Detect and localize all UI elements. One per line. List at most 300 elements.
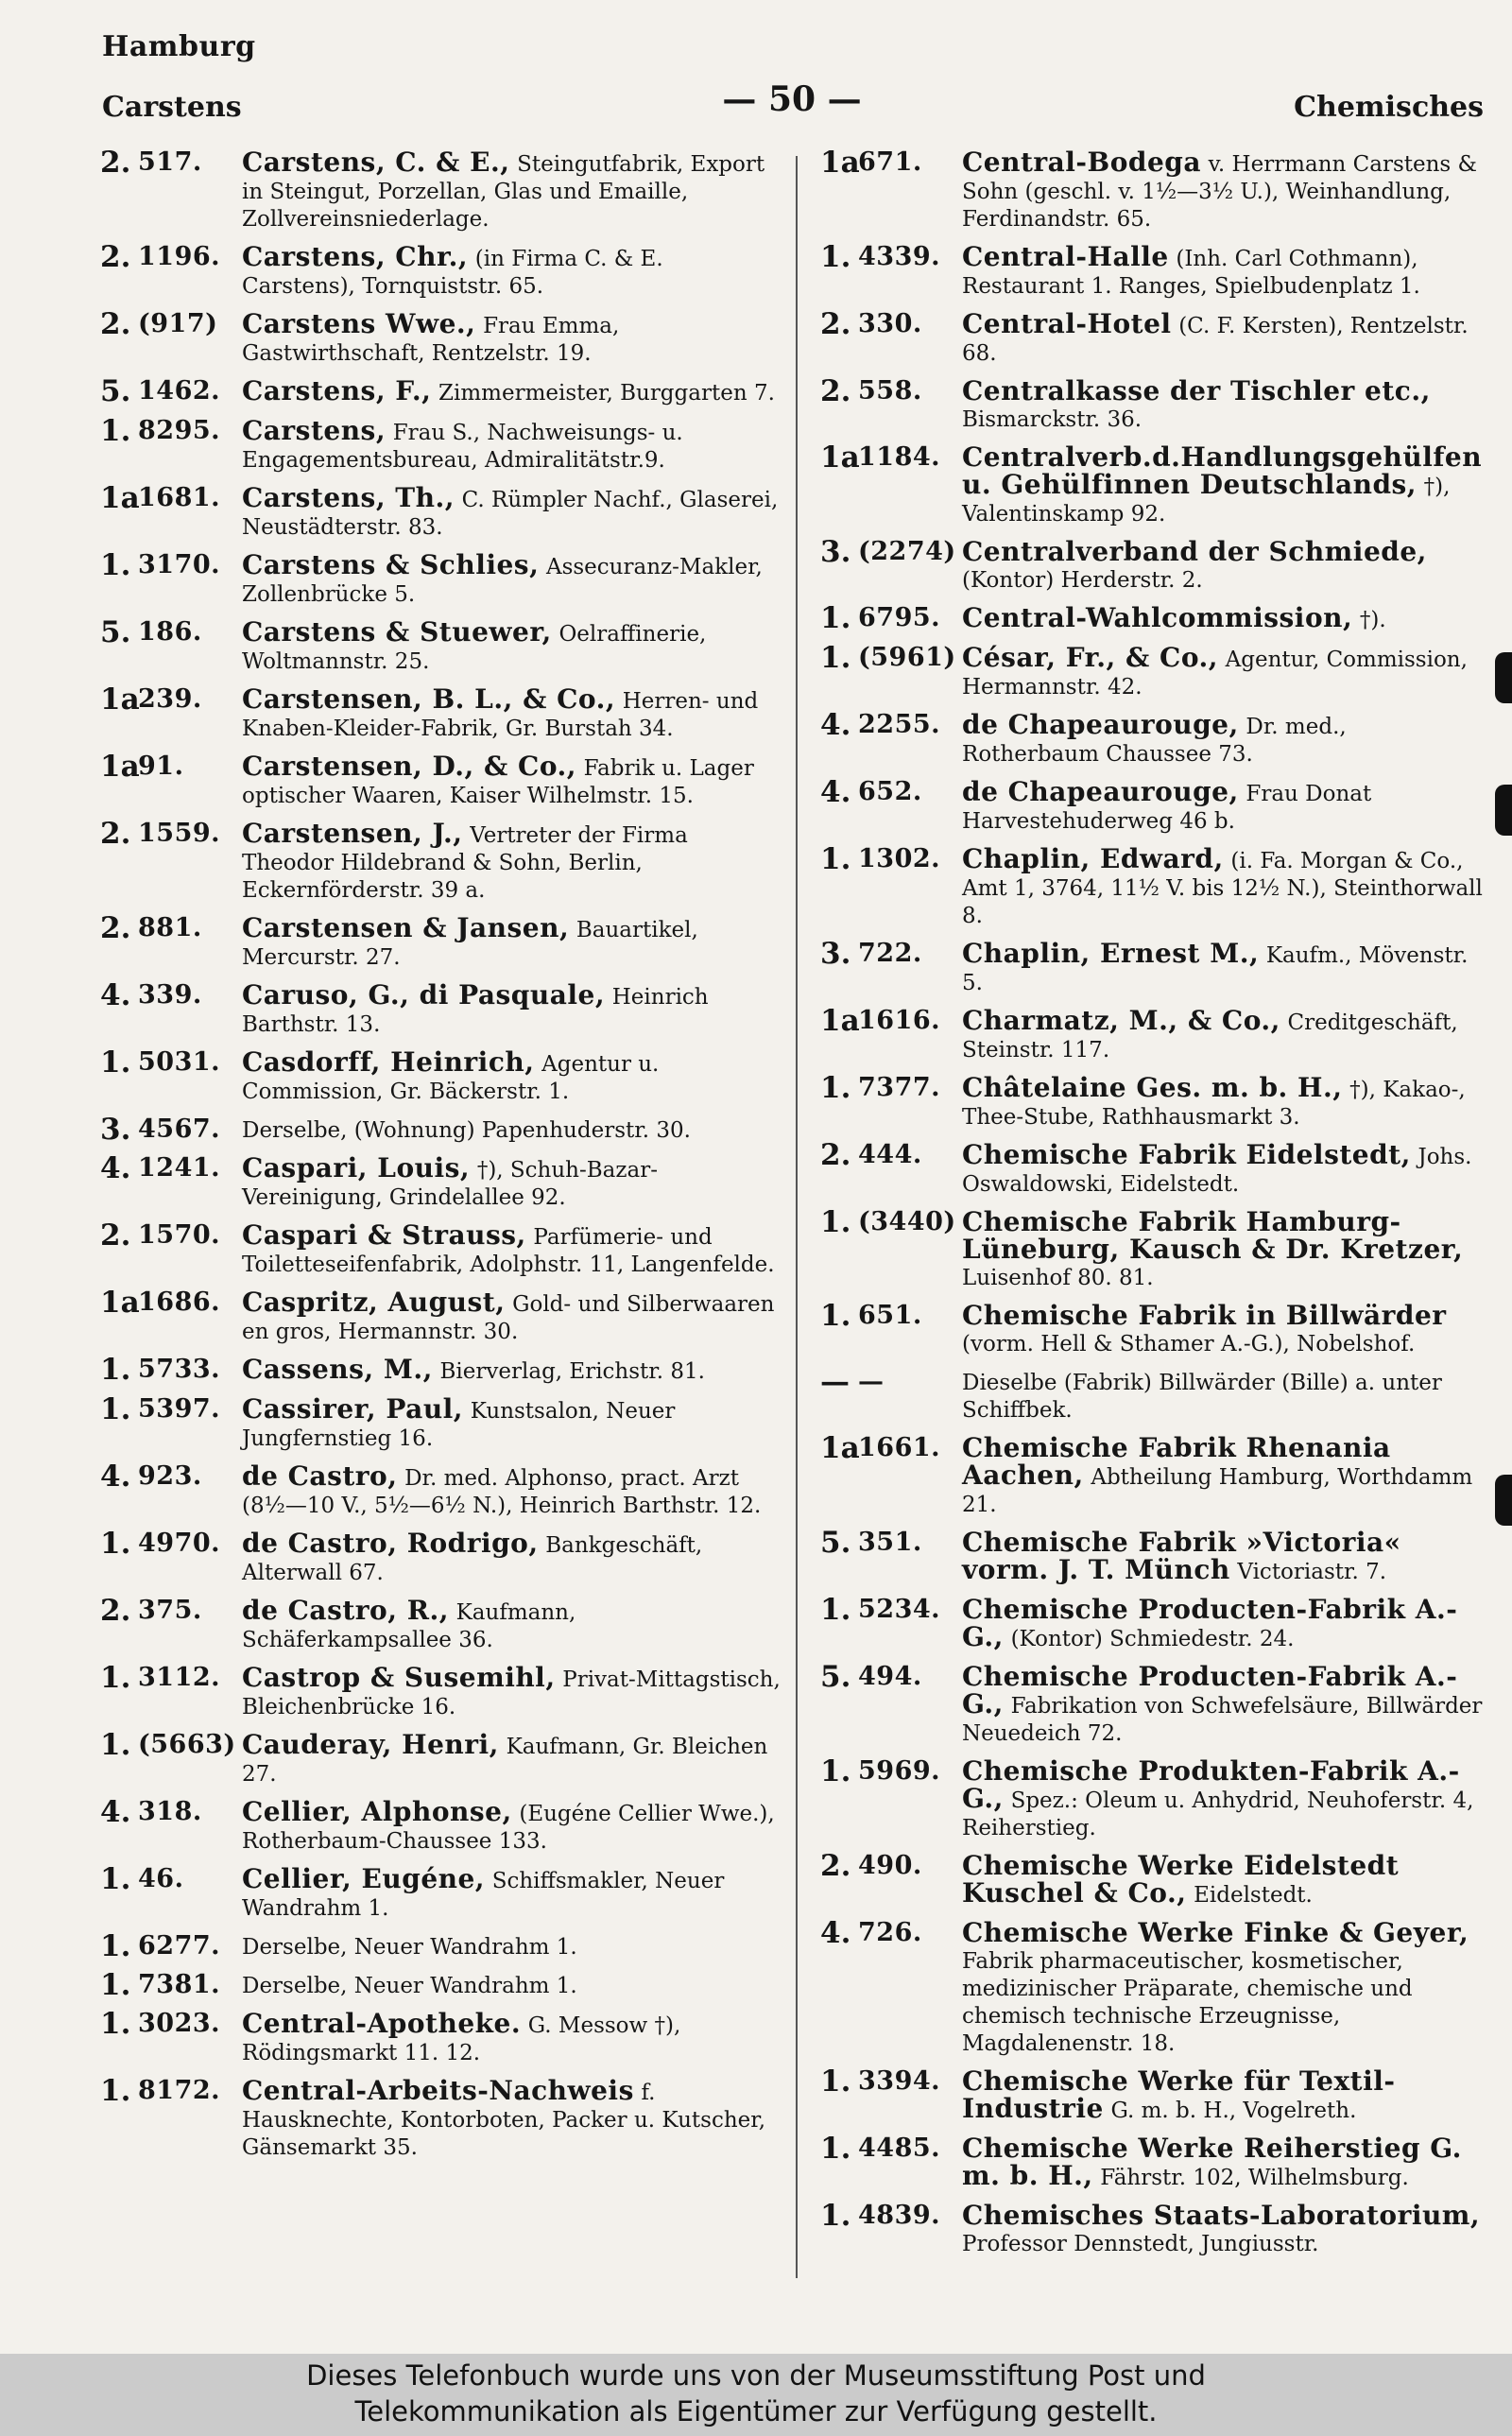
header-left-keyword: Carstens <box>102 91 242 124</box>
directory-entry <box>100 1045 782 1105</box>
entry-name: Chemische Werke Reiherstieg G. m. b. H., <box>962 2133 1462 2191</box>
entry-name: Central-Apotheke. <box>242 2008 522 2039</box>
entry-details: (Inh. Carl Cothmann), Restaurant 1. Ranges, Spielbudenplatz 1. <box>962 247 1420 299</box>
entry-details: (C. F. Kersten), Rentzelstr. 68. <box>962 314 1469 366</box>
entry-details: †), Schuh-Bazar-Vereinigung, Grindelallee 92. <box>242 1158 658 1210</box>
phone-number: 1241. <box>138 1153 221 1183</box>
district-code: 4. <box>820 1916 851 1950</box>
entry-name: Chemische Werke Eidelstedt Kuschel & Co., <box>962 1850 1400 1909</box>
directory-entry <box>820 240 1484 300</box>
district-code: 1a <box>100 750 140 784</box>
entry-name: Carstensen, J., <box>242 818 463 849</box>
entry-name: Chemische Fabrik Eidelstedt, <box>962 1139 1411 1170</box>
entry-details: Creditgeschäft, Steinstr. 117. <box>962 1011 1458 1063</box>
entry-details: v. Herrmann Carstens & Sohn (geschl. v. 1½—3½ U.), Weinhandlung, Ferdinandstr. 65. <box>962 152 1478 232</box>
district-code: 1. <box>820 1754 851 1788</box>
entry-name: Carstens & Schlies, <box>242 549 540 580</box>
phone-number: (5961) <box>858 643 956 672</box>
directory-entry <box>100 1460 782 1519</box>
district-code: 1a <box>820 441 860 475</box>
directory-entry <box>820 708 1484 768</box>
directory-entry <box>820 1754 1484 1841</box>
phone-number: 1184. <box>858 442 941 472</box>
entry-details: Johs. Oswaldowski, Eidelstedt. <box>962 1145 1472 1197</box>
phone-number: 494. <box>858 1662 922 1691</box>
directory-entry <box>100 146 782 233</box>
entry-name: de Chapeaurouge, <box>962 709 1239 740</box>
directory-entry <box>820 1138 1484 1198</box>
district-code: 2. <box>100 911 131 945</box>
phone-number: 330. <box>858 309 922 338</box>
phone-number: — <box>858 1367 885 1396</box>
entry-name: Chemische Fabrik in Billwärder <box>962 1300 1447 1331</box>
phone-number: 1462. <box>138 376 221 406</box>
phone-number: 351. <box>858 1528 922 1557</box>
phone-number: 8295. <box>138 416 221 445</box>
entry-details: Zimmermeister, Burggarten 7. <box>438 381 775 406</box>
entry-details: Herren- und Knaben-Kleider-Fabrik, Gr. Burstah 34. <box>242 689 759 741</box>
district-code: 3. <box>820 937 851 971</box>
entry-name: Cellier, Alphonse, <box>242 1796 512 1827</box>
phone-number: 881. <box>138 913 202 942</box>
directory-entry <box>820 374 1484 433</box>
entry-name: Castrop & Susemihl, <box>242 1662 556 1693</box>
directory-entry <box>820 1071 1484 1131</box>
edge-mark <box>1495 785 1512 836</box>
directory-entry <box>820 842 1484 929</box>
directory-entry <box>100 1862 782 1922</box>
entry-details: Derselbe, (Wohnung) Papenhuderstr. 30. <box>242 1118 691 1143</box>
district-code: 5. <box>820 1526 851 1560</box>
entry-name: Carstens, Th., <box>242 482 455 513</box>
directory-entry <box>820 1916 1484 2057</box>
entry-name: César, Fr., & Co., <box>962 642 1219 673</box>
directory-entry <box>100 1728 782 1788</box>
entry-details: Gold- und Silberwaaren en gros, Hermannstr. 30. <box>242 1292 775 1344</box>
phone-number: 1616. <box>858 1006 941 1035</box>
district-code: 4. <box>820 775 851 809</box>
district-code: 1. <box>820 2132 851 2166</box>
entry-details: Kaufmann, Gr. Bleichen 27. <box>242 1735 768 1787</box>
directory-entry <box>100 2007 782 2066</box>
district-code: 2. <box>100 1218 131 1253</box>
directory-entry <box>100 240 782 300</box>
district-code: 1. <box>100 2007 131 2041</box>
directory-entry <box>100 1795 782 1855</box>
header-right-keyword: Chemisches <box>1294 91 1484 124</box>
directory-entry <box>820 1004 1484 1063</box>
phone-number: (2274) <box>858 537 956 566</box>
entry-name: Châtelaine Ges. m. b. H., <box>962 1072 1343 1103</box>
district-code: 2. <box>100 307 131 341</box>
phone-number: 4485. <box>858 2134 941 2163</box>
column-divider <box>796 156 798 2278</box>
district-code: 1. <box>820 1071 851 1105</box>
entry-name: Carstens Wwe., <box>242 308 476 339</box>
entry-details: Kaufm., Mövenstr. 5. <box>962 943 1469 995</box>
district-code: 1a <box>820 1004 860 1038</box>
entry-name: Carstensen & Jansen, <box>242 912 570 943</box>
district-code: 1. <box>820 2065 851 2099</box>
directory-entry <box>100 548 782 608</box>
entry-details: Spez.: Oleum u. Anhydrid, Neuhoferstr. 4, Reiherstieg. <box>962 1788 1474 1840</box>
entry-details: Vertreter der Firma Theodor Hildebrand & Sohn, Berlin, Eckernförderstr. 39 a. <box>242 823 688 903</box>
phone-number: 3170. <box>138 550 221 579</box>
entry-details: Parfümerie- und Toiletteseifenfabrik, Adolphstr. 11, Langenfelde. <box>242 1225 775 1277</box>
phone-number: 186. <box>138 617 202 647</box>
directory-entry <box>100 911 782 971</box>
entry-name: Central-Bodega <box>962 147 1201 178</box>
directory-entry <box>100 817 782 904</box>
phone-number: 558. <box>858 376 922 406</box>
entry-details: Steingutfabrik, Export in Steingut, Porzellan, Glas und Emaille, Zollvereinsniederlage. <box>242 152 765 232</box>
entry-details: Victoriastr. 7. <box>1237 1560 1387 1584</box>
directory-entry <box>820 1526 1484 1585</box>
phone-number: 6795. <box>858 603 941 632</box>
entry-details: Eidelstedt. <box>1194 1883 1313 1908</box>
entry-name: Chemische Werke Finke & Geyer, <box>962 1917 1469 1948</box>
district-code: 2. <box>820 1849 851 1883</box>
district-code: 1. <box>820 1299 851 1333</box>
entry-name: Carstensen, D., & Co., <box>242 751 576 782</box>
entry-name: Central-Hotel <box>962 308 1172 339</box>
directory-entry <box>820 2065 1484 2124</box>
entry-name: de Castro, <box>242 1460 398 1492</box>
district-code: 4. <box>100 1795 131 1829</box>
directory-entry <box>100 481 782 541</box>
directory-entry <box>100 414 782 474</box>
directory-entry <box>820 146 1484 233</box>
phone-number: 5397. <box>138 1394 221 1424</box>
entry-details: †). <box>1359 608 1386 632</box>
entry-details: Fabrik u. Lager optischer Waaren, Kaiser Wilhelmstr. 15. <box>242 756 754 808</box>
phone-number: 923. <box>138 1461 202 1491</box>
entry-details: Dr. med., Rotherbaum Chaussee 73. <box>962 715 1347 767</box>
entry-details: (Kontor) Herderstr. 2. <box>962 568 1203 593</box>
entry-details: Frau S., Nachweisungs- u. Engagementsbureau, Admiralitätstr.9. <box>242 421 683 473</box>
phone-number: 1686. <box>138 1287 221 1317</box>
district-code: 1. <box>100 2074 131 2108</box>
directory-entry <box>100 1218 782 1278</box>
directory-entry <box>820 2132 1484 2191</box>
directory-entry <box>820 1365 1484 1424</box>
entry-details: Fabrik pharmaceutischer, kosmetischer, medizinischer Präparate, chemische und chemisch technische Erzeugnisse, Magdalenenstr. 18. <box>962 1949 1413 2056</box>
phone-number: 3394. <box>858 2066 941 2096</box>
directory-entry <box>820 441 1484 527</box>
footer-line-2: Telekommunikation als Eigentümer zur Verfügung gestellt. <box>354 2395 1158 2427</box>
district-code: 1. <box>100 1862 131 1896</box>
entry-name: Central-Halle <box>962 241 1169 272</box>
entry-details: (Kontor) Schmiedestr. 24. <box>1010 1627 1295 1651</box>
directory-entry <box>100 1392 782 1452</box>
district-code: 2. <box>820 1138 851 1172</box>
phone-number: 7381. <box>138 1970 221 1999</box>
entry-details: Professor Dennstedt, Jungiusstr. <box>962 2232 1319 2256</box>
directory-entry <box>820 1660 1484 1747</box>
entry-name: Cassirer, Paul, <box>242 1393 464 1425</box>
district-code: 1. <box>100 414 131 448</box>
district-code: 1a <box>100 481 140 515</box>
entry-name: Centralverb.d.Handlungsgehülfen u. Gehülfinnen Deutschlands, <box>962 441 1483 500</box>
district-code: — <box>820 1365 850 1399</box>
district-code: 3. <box>820 535 851 569</box>
district-code: 1. <box>820 2199 851 2233</box>
entry-name: Centralverband der Schmiede, <box>962 536 1427 567</box>
phone-number: 722. <box>858 939 922 968</box>
entry-name: Chemische Fabrik Rhenania Aachen, <box>962 1432 1391 1491</box>
district-code: 2. <box>100 240 131 274</box>
phone-number: 91. <box>138 752 184 781</box>
entry-name: de Castro, R., <box>242 1595 449 1626</box>
entry-details: Frau Donat Harvestehuderweg 46 b. <box>962 782 1372 834</box>
entry-details: Heinrich Barthstr. 13. <box>242 985 709 1037</box>
entry-details: Bierverlag, Erichstr. 81. <box>439 1359 705 1384</box>
phone-number: 3023. <box>138 2009 221 2038</box>
entry-details: Bankgeschäft, Alterwall 67. <box>242 1533 703 1585</box>
footer-line-1: Dieses Telefonbuch wurde uns von der Museumsstiftung Post und <box>306 2359 1206 2392</box>
district-code: 1a <box>100 1286 140 1320</box>
entry-details: Kaufmann, Schäferkampsallee 36. <box>242 1600 576 1652</box>
entry-name: Chemische Producten-Fabrik A.-G., <box>962 1661 1458 1719</box>
district-code: 1. <box>100 1045 131 1080</box>
entry-name: Chaplin, Ernest M., <box>962 938 1260 969</box>
entry-name: Cauderay, Henri, <box>242 1729 499 1760</box>
phone-number: (3440) <box>858 1207 956 1236</box>
district-code: 2. <box>100 1594 131 1628</box>
directory-entry <box>100 1151 782 1211</box>
entry-name: Chemisches Staats-Laboratorium, <box>962 2200 1481 2231</box>
district-code: 5. <box>820 1660 851 1694</box>
entry-details: Abtheilung Hamburg, Worthdamm 21. <box>962 1465 1473 1517</box>
edge-mark <box>1495 652 1512 703</box>
entry-name: Caspari & Strauss, <box>242 1219 526 1251</box>
phone-number: 490. <box>858 1851 922 1880</box>
phone-number: 339. <box>138 980 202 1010</box>
district-code: 1a <box>820 146 860 180</box>
entry-name: Centralkasse der Tischler etc., <box>962 375 1431 406</box>
entry-details: Assecuranz-Makler, Zollenbrücke 5. <box>242 555 763 607</box>
directory-entry <box>100 615 782 675</box>
directory-entry <box>820 1849 1484 1909</box>
phone-number: 318. <box>138 1797 202 1826</box>
entry-name: Casdorff, Heinrich, <box>242 1046 535 1078</box>
phone-number: 375. <box>138 1596 202 1625</box>
entry-details: G. Messow †), Rödingsmarkt 11. 12. <box>242 2013 681 2065</box>
directory-entry <box>100 1929 782 1963</box>
district-code: 1. <box>100 1661 131 1695</box>
entry-details: C. Rümpler Nachf., Glaserei, Neustädterstr. 83. <box>242 488 779 540</box>
entry-name: Caspritz, August, <box>242 1287 506 1318</box>
entry-details: (in Firma C. & E. Carstens), Tornquiststr. 65. <box>242 247 663 299</box>
entry-name: Caspari, Louis, <box>242 1152 471 1183</box>
phone-number: 46. <box>138 1864 184 1893</box>
phone-number: 651. <box>858 1301 922 1330</box>
entry-details: (vorm. Hell & Sthamer A.-G.), Nobelshof. <box>962 1332 1416 1356</box>
phone-number: 444. <box>858 1140 922 1169</box>
directory-entry <box>100 682 782 742</box>
entry-name: Chemische Fabrik Hamburg-Lüneburg, Kausch & Dr. Kretzer, <box>962 1206 1464 1265</box>
district-code: 5. <box>100 374 131 408</box>
entry-name: Central-Wahlcommission, <box>962 602 1353 633</box>
district-code: 1. <box>820 1593 851 1627</box>
right-column <box>820 146 1484 2269</box>
entry-name: Chemische Werke für Textil-Industrie <box>962 2065 1396 2124</box>
entry-name: de Chapeaurouge, <box>962 776 1239 807</box>
phone-number: 5733. <box>138 1355 221 1384</box>
entry-name: Cellier, Eugéne, <box>242 1863 486 1894</box>
entry-name: Chemische Fabrik »Victoria« vorm. J. T. Münch <box>962 1527 1401 1585</box>
district-code: 1. <box>100 1728 131 1762</box>
entry-details: Fährstr. 102, Wilhelmsburg. <box>1100 2166 1409 2190</box>
directory-entry <box>100 307 782 367</box>
phone-number: 7377. <box>858 1073 941 1102</box>
entry-details: Kunstsalon, Neuer Jungfernstieg 16. <box>242 1399 676 1451</box>
edge-mark <box>1495 1475 1512 1526</box>
entry-details: Bismarckstr. 36. <box>962 407 1143 432</box>
district-code: 2. <box>820 307 851 341</box>
district-code: 3. <box>100 1113 131 1147</box>
directory-entry <box>100 1661 782 1720</box>
entry-name: Chemische Producten-Fabrik A.-G., <box>962 1594 1458 1652</box>
phone-number: 5031. <box>138 1047 221 1077</box>
page-number: — 50 — <box>722 79 862 119</box>
district-code: 4. <box>100 978 131 1012</box>
directory-entry <box>100 1527 782 1586</box>
entry-details: Derselbe, Neuer Wandrahm 1. <box>242 1935 577 1960</box>
district-code: 4. <box>100 1151 131 1185</box>
phone-number: 4339. <box>858 242 941 271</box>
entry-details: Fabrikation von Schwefelsäure, Billwärder Neuedeich 72. <box>962 1694 1483 1746</box>
directory-entry <box>820 535 1484 594</box>
entry-name: Caruso, G., di Pasquale, <box>242 979 606 1011</box>
entry-details: (i. Fa. Morgan & Co., Amt 1, 3764, 11½ V. bis 12½ N.), Steinthorwall 8. <box>962 849 1483 928</box>
entry-name: Carstens, Chr., <box>242 241 469 272</box>
directory-entry <box>820 1593 1484 1652</box>
entry-details: Dieselbe (Fabrik) Billwärder (Bille) a. unter Schiffbek. <box>962 1371 1442 1423</box>
phone-number: 239. <box>138 684 202 714</box>
directory-entry <box>820 1431 1484 1518</box>
directory-entry <box>100 750 782 809</box>
directory-entry <box>100 1353 782 1387</box>
phone-number: 652. <box>858 777 922 806</box>
district-code: 1. <box>100 548 131 582</box>
entry-name: Cassens, M., <box>242 1354 433 1385</box>
directory-entry <box>820 601 1484 635</box>
directory-entry <box>820 1205 1484 1291</box>
entry-name: Charmatz, M., & Co., <box>962 1005 1280 1036</box>
phone-number: 1302. <box>858 844 941 873</box>
entry-name: Chemische Produkten-Fabrik A.-G., <box>962 1755 1460 1814</box>
phone-number: 3112. <box>138 1663 221 1692</box>
phone-number: 5234. <box>858 1595 941 1624</box>
district-code: 1. <box>100 1392 131 1426</box>
district-code: 1. <box>820 601 851 635</box>
district-code: 1. <box>100 1929 131 1963</box>
entry-details: Frau Emma, Gastwirthschaft, Rentzelstr. 19. <box>242 314 620 366</box>
phone-number: 517. <box>138 147 202 177</box>
directory-entry <box>820 307 1484 367</box>
left-column <box>100 146 782 2172</box>
directory-entry <box>100 2074 782 2161</box>
entry-details: †), Kakao-, Thee-Stube, Rathhausmarkt 3. <box>962 1078 1466 1130</box>
directory-entry <box>820 775 1484 835</box>
entry-details: †), Valentinskamp 92. <box>962 475 1451 527</box>
entry-name: de Castro, Rodrigo, <box>242 1528 539 1559</box>
district-code: 1. <box>100 1353 131 1387</box>
page-edge-marks <box>1493 652 1512 2108</box>
phone-number: 671. <box>858 147 922 177</box>
phone-number: 1661. <box>858 1433 941 1462</box>
entry-details: Derselbe, Neuer Wandrahm 1. <box>242 1974 577 1998</box>
district-code: 4. <box>820 708 851 742</box>
entry-name: Carstens, C. & E., <box>242 147 510 178</box>
district-code: 1. <box>820 1205 851 1239</box>
district-code: 1. <box>100 1527 131 1561</box>
entry-details: G. m. b. H., Vogelreth. <box>1110 2099 1357 2123</box>
entry-details: Agentur u. Commission, Gr. Bäckerstr. 1. <box>242 1052 660 1104</box>
phone-number: 1559. <box>138 819 221 848</box>
phone-number: (5663) <box>138 1730 236 1759</box>
entry-details: Agentur, Commission, Hermannstr. 42. <box>962 648 1468 700</box>
district-code: 1. <box>820 842 851 876</box>
phone-number: 8172. <box>138 2076 221 2105</box>
district-code: 2. <box>100 146 131 180</box>
phone-number: 4567. <box>138 1114 221 1144</box>
entry-name: Central-Arbeits-Nachweis <box>242 2075 634 2106</box>
phone-number: 726. <box>858 1918 922 1947</box>
phone-number: 6277. <box>138 1931 221 1961</box>
district-code: 1a <box>100 682 140 717</box>
phone-number: (917) <box>138 309 218 338</box>
directory-entry <box>820 937 1484 996</box>
directory-entry <box>820 641 1484 700</box>
district-code: 1. <box>820 240 851 274</box>
entry-name: Carstens & Stuewer, <box>242 616 552 648</box>
directory-entry <box>820 2199 1484 2257</box>
directory-entry <box>100 978 782 1038</box>
district-code: 2. <box>820 374 851 408</box>
entry-name: Carstens, <box>242 415 387 446</box>
directory-entry <box>100 1286 782 1345</box>
district-code: 1a <box>820 1431 860 1465</box>
district-code: 5. <box>100 615 131 649</box>
district-code: 2. <box>100 817 131 851</box>
entry-name: Chaplin, Edward, <box>962 843 1224 874</box>
directory-entry <box>820 1299 1484 1357</box>
entry-details: Privat-Mittagstisch, Bleichenbrücke 16. <box>242 1667 781 1719</box>
entry-details: Oelraffinerie, Woltmannstr. 25. <box>242 622 707 674</box>
entry-details: (Eugéne Cellier Wwe.), Rotherbaum-Chaussee 133. <box>242 1802 775 1854</box>
phone-number: 4839. <box>858 2201 941 2230</box>
directory-entry <box>100 1968 782 2002</box>
entry-details: f. Hausknechte, Kontorboten, Packer u. Kutscher, Gänsemarkt 35. <box>242 2081 766 2160</box>
header-city: Hamburg <box>102 30 256 63</box>
entry-details: Schiffsmakler, Neuer Wandrahm 1. <box>242 1869 725 1921</box>
phone-number: 5969. <box>858 1756 941 1786</box>
phone-number: 1681. <box>138 483 221 512</box>
entry-details: Bauartikel, Mercurstr. 27. <box>242 918 698 970</box>
district-code: 4. <box>100 1460 131 1494</box>
entry-details: Luisenhof 80. 81. <box>962 1266 1154 1290</box>
phone-number: 4970. <box>138 1529 221 1558</box>
footer-notice <box>0 2354 1512 2436</box>
phone-number: 1570. <box>138 1220 221 1250</box>
directory-entry <box>100 1113 782 1147</box>
phone-number: 1196. <box>138 242 221 271</box>
directory-entry <box>100 374 782 408</box>
entry-details: Dr. med. Alphonso, pract. Arzt (8½—10 V., 5½—6½ N.), Heinrich Barthstr. 12. <box>242 1466 762 1518</box>
directory-entry <box>100 1594 782 1653</box>
